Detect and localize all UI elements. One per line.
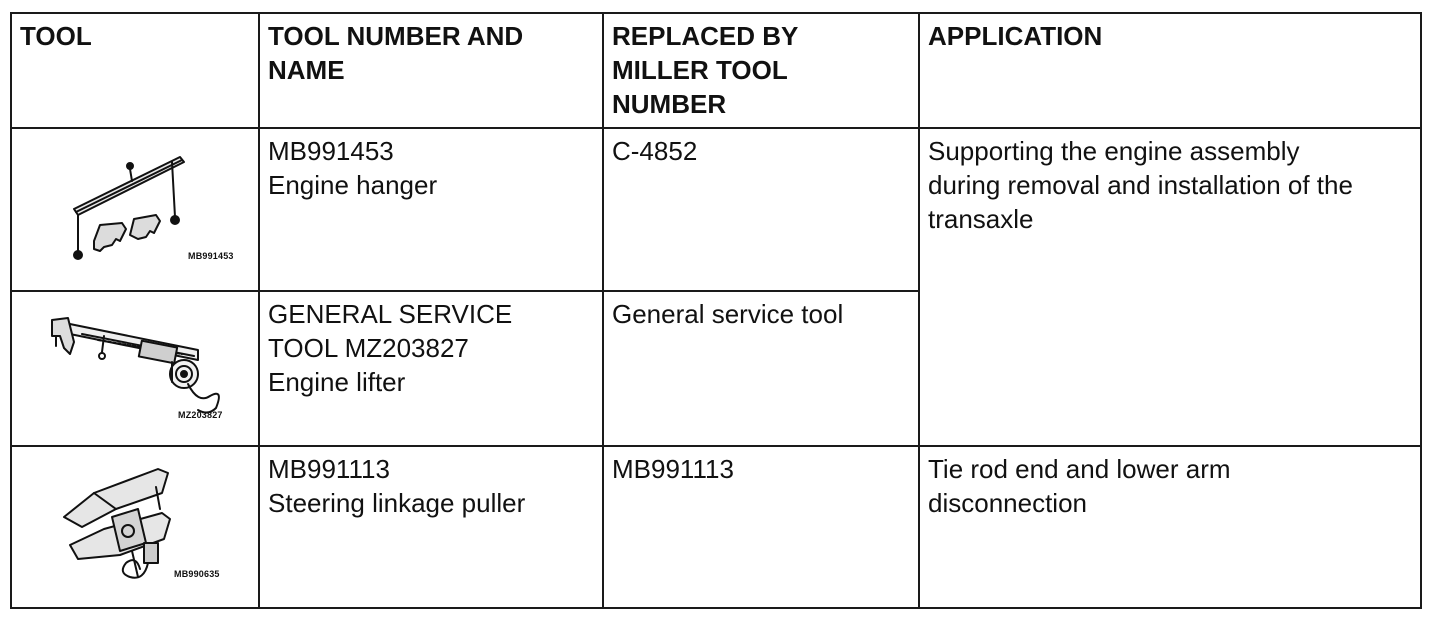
tool-image-code: MB991453 — [188, 251, 234, 261]
replaced-by-cell — [603, 128, 919, 291]
application-line-1: Tie rod end and lower arm — [928, 454, 1231, 484]
header-row — [11, 13, 1421, 128]
replaced-by-cell — [603, 446, 919, 608]
header-replaced-by — [603, 13, 919, 128]
header-tool — [11, 13, 259, 128]
header-tool-number-line-2: NAME — [268, 55, 345, 85]
steering-linkage-puller-icon — [12, 447, 260, 609]
tool-image-cell — [11, 291, 259, 446]
header-application-label: APPLICATION — [928, 21, 1103, 51]
table-row — [11, 446, 1421, 608]
application-cell — [919, 128, 1421, 446]
header-tool-label: TOOL — [20, 21, 92, 51]
header-replaced-line-1: REPLACED BY — [612, 21, 799, 51]
tool-number: MB991113 — [268, 454, 390, 484]
tool-number-name-cell — [259, 128, 603, 291]
header-replaced-line-2: MILLER TOOL — [612, 55, 788, 85]
tool-image-code: MB990635 — [174, 569, 220, 579]
application-line-3: transaxle — [928, 204, 1034, 234]
application-line-1: Supporting the engine assembly — [928, 136, 1300, 166]
replaced-by-value: C-4852 — [612, 136, 698, 166]
tool-number: MB991453 — [268, 136, 394, 166]
tool-number-name-cell — [259, 446, 603, 608]
tool-name-line-2: TOOL MZ203827 — [268, 333, 469, 363]
engine-lifter-icon — [12, 292, 260, 447]
tool-image-cell — [11, 446, 259, 608]
tool-image-code: MZ203827 — [178, 410, 223, 420]
tool-name: Engine hanger — [268, 170, 438, 200]
application-cell — [919, 446, 1421, 608]
tool-image-cell — [11, 128, 259, 291]
tool-number-name-cell — [259, 291, 603, 446]
replaced-by-cell — [603, 291, 919, 446]
engine-hanger-icon — [12, 129, 260, 292]
special-tools-table — [10, 12, 1422, 609]
tool-name-line-3: Engine lifter — [268, 367, 406, 397]
header-replaced-line-3: NUMBER — [612, 89, 727, 119]
application-line-2: disconnection — [928, 488, 1087, 518]
tool-name-line-1: GENERAL SERVICE — [268, 299, 513, 329]
replaced-by-value: MB991113 — [612, 454, 734, 484]
table-row — [11, 128, 1421, 291]
header-tool-number-line-1: TOOL NUMBER AND — [268, 21, 524, 51]
application-line-2: during removal and installation of the — [928, 170, 1353, 200]
header-tool-number-and-name — [259, 13, 603, 128]
replaced-by-value: General service tool — [612, 299, 844, 329]
tool-name: Steering linkage puller — [268, 488, 526, 518]
header-application — [919, 13, 1421, 128]
